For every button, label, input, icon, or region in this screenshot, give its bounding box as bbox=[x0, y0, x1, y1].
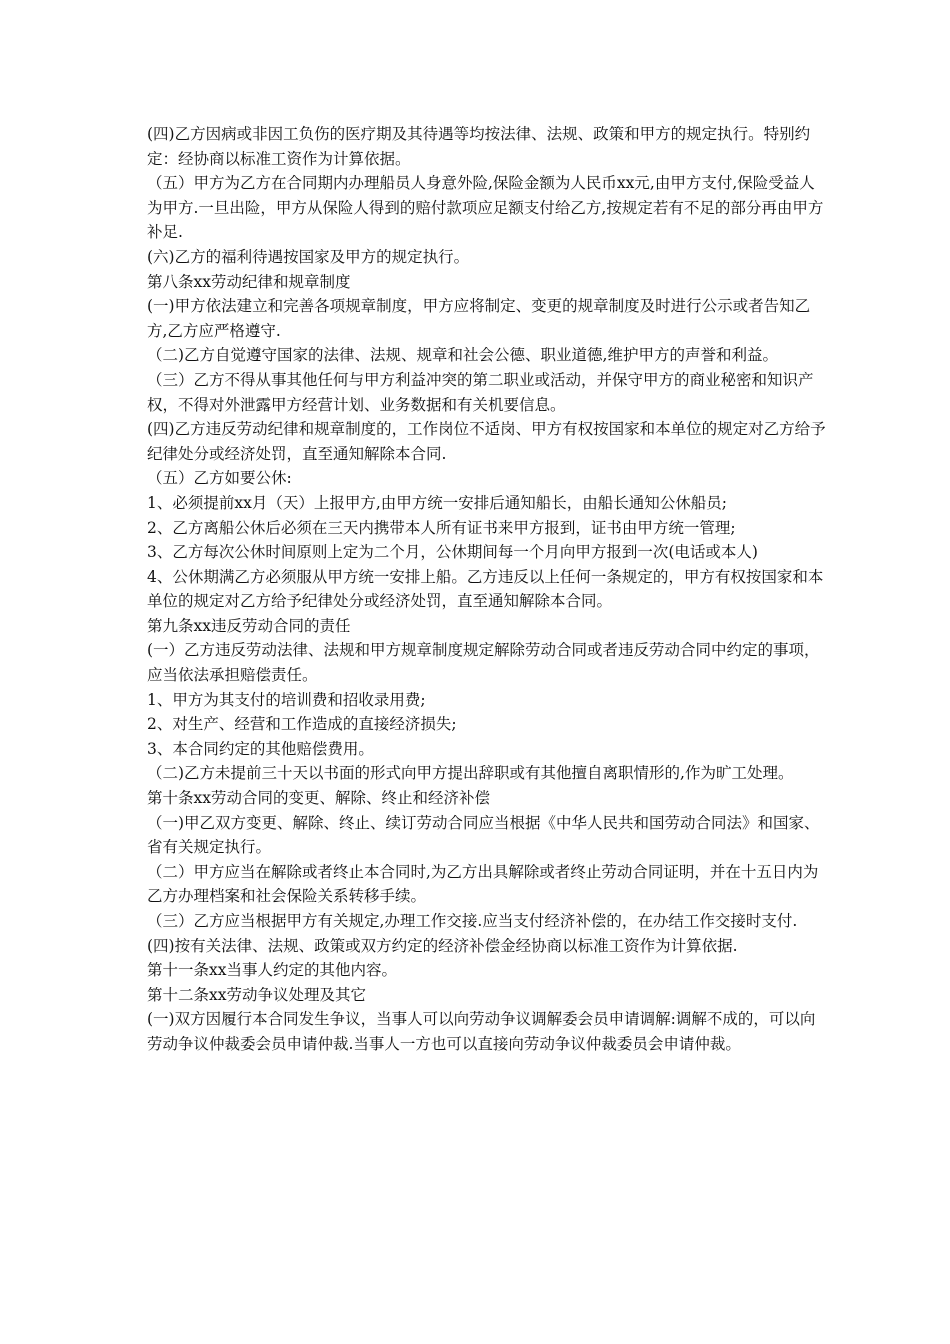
list-item: 4、公休期满乙方必须服从甲方统一安排上船。乙方违反以上任何一条规定的，甲方有权按国家和本单位的规定对乙方给予纪律处分或经济处罚，直至通知解除本合同。 bbox=[147, 567, 824, 611]
paragraph: （二)乙方自觉遵守国家的法律、法规、规章和社会公德、职业道德,维护甲方的声誉和利益。 bbox=[147, 346, 778, 365]
paragraph: （二）甲方应当在解除或者终止本合同时,为乙方出具解除或者终止劳动合同证明，并在十五日内为乙方办理档案和社会保险关系转移手续。 bbox=[147, 862, 819, 906]
list-item: 3、本合同约定的其他赔偿费用。 bbox=[147, 739, 374, 758]
paragraph: (一)双方因履行本合同发生争议，当事人可以向劳动争议调解委会员申请调解:调解不成的，可以向劳动争议仲裁委会员申请仲裁.当事人一方也可以直接向劳动争议仲裁委员会申请仲裁。 bbox=[147, 1010, 816, 1053]
section-heading: 第十条xx劳动合同的变更、解除、终止和经济补偿 bbox=[147, 789, 490, 808]
section-heading: 第八条xx劳动纪律和规章制度 bbox=[147, 272, 351, 291]
paragraph: (四)按有关法律、法规、政策或双方约定的经济补偿金经协商以标准工资作为计算依据. bbox=[147, 936, 738, 955]
list-item: 1、必须提前xx月（天）上报甲方,由甲方统一安排后通知船长，由船长通知公休船员; bbox=[147, 493, 727, 512]
list-item: 1、甲方为其支付的培训费和招收录用费; bbox=[147, 690, 426, 709]
list-item: 3、乙方每次公休时间原则上定为二个月，公休期间每一个月向甲方报到一次(电话或本人) bbox=[147, 543, 758, 562]
paragraph: （五）乙方如要公休: bbox=[147, 469, 292, 488]
paragraph: （二)乙方未提前三十天以书面的形式向甲方提出辞职或有其他擅自离职情形的,作为旷工处理。 bbox=[147, 764, 794, 783]
paragraph: (一）乙方违反劳动法律、法规和甲方规章制度规定解除劳动合同或者违反劳动合同中约定的事项，应当依法承担赔偿责任。 bbox=[147, 641, 820, 685]
paragraph: （三）乙方应当根据甲方有关规定,办理工作交接.应当支付经济补偿的，在办结工作交接时支付. bbox=[147, 912, 798, 930]
paragraph: （三）乙方不得从事其他任何与甲方利益冲突的第二职业或活动，并保守甲方的商业秘密和知识产权，不得对外泄露甲方经营计划、业务数据和有关机要信息。 bbox=[147, 370, 814, 414]
paragraph: （五）甲方为乙方在合同期内办理船员人身意外险,保险金额为人民币xx元,由甲方支付,保险受益人为甲方.一旦出险，甲方从保险人得到的赔付款项应足额支付给乙方,按规定若有不足的部分再由甲方补足. bbox=[147, 174, 824, 242]
section-heading: 第九条xx违反劳动合同的责任 bbox=[147, 616, 351, 635]
paragraph: (一)甲方依法建立和完善各项规章制度，甲方应将制定、变更的规章制度及时进行公示或者告知乙方,乙方应严格遵守. bbox=[147, 297, 811, 340]
paragraph: (四)乙方因病或非因工负伤的医疗期及其待遇等均按法律、法规、政策和甲方的规定执行。特别约定：经协商以标准工资作为计算依据。 bbox=[147, 125, 811, 168]
paragraph: (六)乙方的福利待遇按国家及甲方的规定执行。 bbox=[147, 247, 470, 266]
section-heading: 第十一条xx当事人约定的其他内容。 bbox=[147, 961, 397, 980]
section-heading: 第十二条xx劳动争议处理及其它 bbox=[147, 985, 366, 1004]
paragraph: (四)乙方违反劳动纪律和规章制度的，工作岗位不适岗、甲方有权按国家和本单位的规定对乙方给予纪律处分或经济处罚，直至通知解除本合同. bbox=[147, 420, 826, 463]
paragraph: （一)甲乙双方变更、解除、终止、续订劳动合同应当根据《中华人民共和国劳动合同法》和国家、省有关规定执行。 bbox=[147, 813, 820, 857]
document-body bbox=[147, 122, 827, 1057]
list-item: 2、乙方离船公休后必须在三天内携带本人所有证书来甲方报到，证书由甲方统一管理; bbox=[147, 518, 736, 537]
list-item: 2、对生产、经营和工作造成的直接经济损失; bbox=[147, 715, 457, 734]
